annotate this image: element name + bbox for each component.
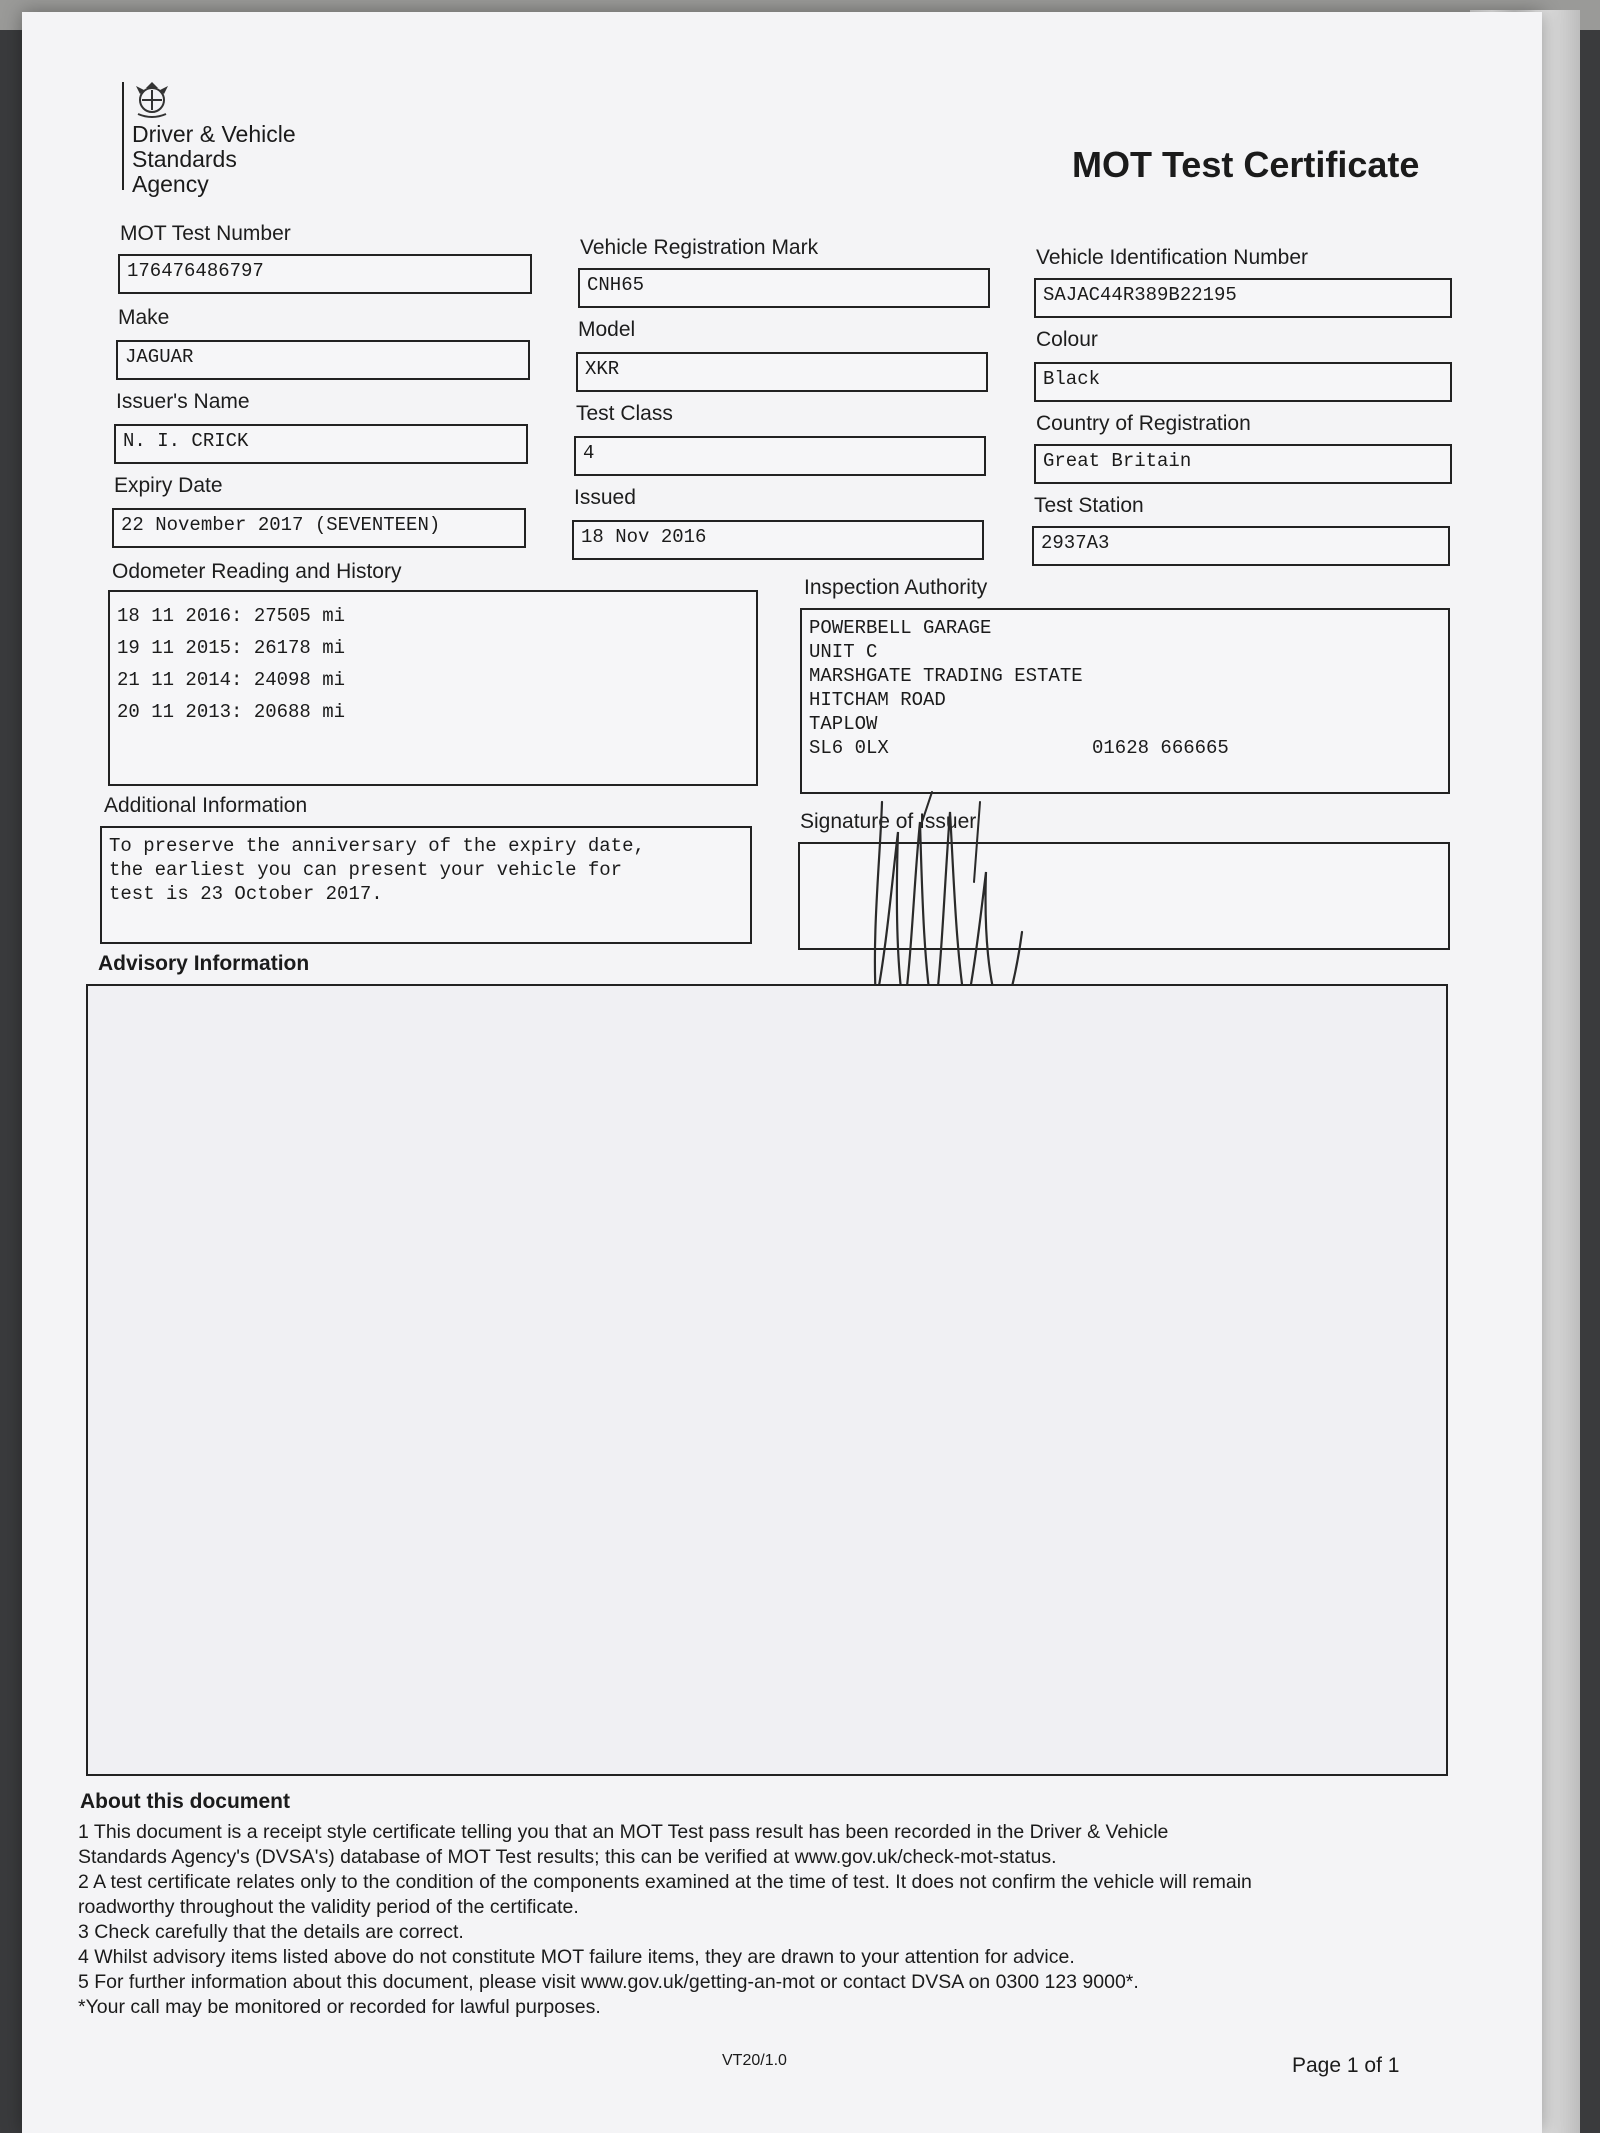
odometer-label: Odometer Reading and History <box>112 560 402 583</box>
about-line: *Your call may be monitored or recorded for lawful purposes. <box>78 1996 601 2018</box>
agency-line-2: Standards <box>132 146 237 172</box>
authority-line: POWERBELL GARAGE <box>809 617 992 639</box>
colour-label: Colour <box>1036 328 1098 351</box>
odometer-entry: 20 11 2013: 20688 mi <box>117 701 346 723</box>
about-line: 2 A test certificate relates only to the condition of the components examined at the time of test. It does not confirm the vehicle will remain <box>78 1871 1252 1893</box>
odometer-entry: 19 11 2015: 26178 mi <box>117 637 346 659</box>
test-station-label: Test Station <box>1034 494 1144 517</box>
make-field: JAGUAR <box>116 340 530 380</box>
additional-info-line: test is 23 October 2017. <box>109 883 383 905</box>
vin-field: SAJAC44R389B22195 <box>1034 278 1452 318</box>
royal-crest-icon <box>132 80 172 120</box>
expiry-date-field: 22 November 2017 (SEVENTEEN) <box>112 508 526 548</box>
signature-label: Signature of Issuer <box>800 810 977 833</box>
test-class-label: Test Class <box>576 402 673 425</box>
country-label: Country of Registration <box>1036 412 1251 435</box>
issuer-name-label: Issuer's Name <box>116 390 250 413</box>
about-line: roadworthy throughout the validity period of the certificate. <box>78 1896 579 1918</box>
colour-field: Black <box>1034 362 1452 402</box>
issued-field: 18 Nov 2016 <box>572 520 984 560</box>
agency-logo-text <box>132 122 296 197</box>
about-line: 3 Check carefully that the details are correct. <box>78 1921 464 1943</box>
authority-line: MARSHGATE TRADING ESTATE <box>809 665 1083 687</box>
registration-label: Vehicle Registration Mark <box>580 236 819 259</box>
document-title: MOT Test Certificate <box>1072 144 1420 185</box>
agency-line-1: Driver & Vehicle <box>132 121 296 147</box>
issuer-name-field: N. I. CRICK <box>114 424 528 464</box>
inspection-authority-label: Inspection Authority <box>804 576 988 599</box>
advisory-box <box>86 984 1448 1776</box>
vin-label: Vehicle Identification Number <box>1036 246 1308 269</box>
make-label: Make <box>118 306 170 329</box>
additional-info-line: the earliest you can present your vehicle for <box>109 859 623 881</box>
registration-field: CNH65 <box>578 268 990 308</box>
mot-test-number-label: MOT Test Number <box>120 222 291 245</box>
authority-phone: 01628 666665 <box>1092 737 1229 759</box>
model-label: Model <box>578 318 636 341</box>
expiry-date-label: Expiry Date <box>114 474 223 497</box>
odometer-history-box <box>108 590 758 786</box>
mot-test-number-field: 176476486797 <box>118 254 532 294</box>
authority-line: SL6 0LX <box>809 737 889 759</box>
odometer-entry: 21 11 2014: 24098 mi <box>117 669 346 691</box>
inspection-authority-box <box>800 608 1450 794</box>
form-code: VT20/1.0 <box>722 2052 787 2069</box>
issued-label: Issued <box>574 486 636 509</box>
certificate-sheet <box>22 12 1542 2133</box>
agency-line-3: Agency <box>132 171 209 197</box>
advisory-label: Advisory Information <box>98 952 310 975</box>
authority-line: UNIT C <box>809 641 878 663</box>
odometer-entry: 18 11 2016: 27505 mi <box>117 605 346 627</box>
additional-info-line: To preserve the anniversary of the expiry date, <box>109 835 645 857</box>
about-line: 1 This document is a receipt style certificate telling you that an MOT Test pass result has been recorded in the Driver & Vehicle <box>78 1821 1169 1843</box>
authority-line: TAPLOW <box>809 713 878 735</box>
country-field: Great Britain <box>1034 444 1452 484</box>
page-number: Page 1 of 1 <box>1292 2054 1400 2077</box>
model-field: XKR <box>576 352 988 392</box>
test-station-field: 2937A3 <box>1032 526 1450 566</box>
test-class-field: 4 <box>574 436 986 476</box>
about-line: 4 Whilst advisory items listed above do not constitute MOT failure items, they are drawn to your attention for advice. <box>78 1946 1075 1968</box>
authority-line: HITCHAM ROAD <box>809 689 946 711</box>
about-heading: About this document <box>80 1790 290 1813</box>
about-line: 5 For further information about this document, please visit www.gov.uk/getting-an-mot or contact DVSA on 0300 123 9000*. <box>78 1971 1139 1993</box>
logo-divider <box>122 82 124 190</box>
about-line: Standards Agency's (DVSA's) database of MOT Test results; this can be verified at www.gov.uk/check-mot-status. <box>78 1846 1057 1868</box>
additional-info-box <box>100 826 752 944</box>
about-notes <box>78 1820 1252 2020</box>
additional-info-label: Additional Information <box>104 794 308 817</box>
